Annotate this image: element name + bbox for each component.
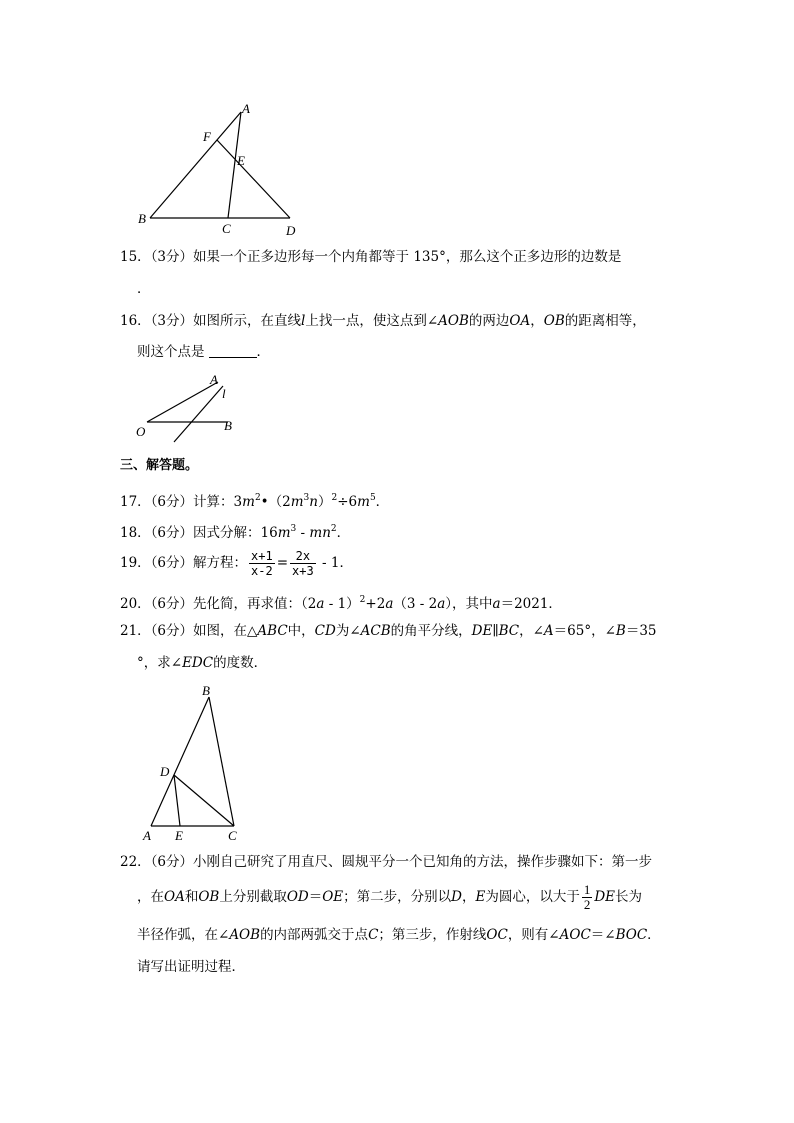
question-text: 为∠ bbox=[335, 623, 361, 639]
question-text: 的角平分线， bbox=[390, 623, 472, 639]
question-text: ． bbox=[647, 927, 661, 943]
math-var: CD bbox=[314, 623, 336, 639]
question-text: 小刚自己研究了用直尺、圆规平分一个已知角的方法，操作步骤如下：第一步 bbox=[193, 854, 653, 870]
math-var: AOC bbox=[559, 927, 591, 943]
question-text: ＝35 bbox=[625, 623, 657, 639]
question-15 bbox=[120, 247, 621, 267]
question-text: ＝65°，∠ bbox=[553, 623, 616, 639]
question-16 bbox=[120, 311, 646, 331]
question-text: 解方程： bbox=[193, 555, 248, 571]
math-var: m bbox=[277, 525, 291, 541]
question-text: 的度数． bbox=[213, 655, 268, 671]
math-var: ACB bbox=[360, 623, 391, 639]
question-text: ． bbox=[137, 281, 151, 297]
math-var: OB bbox=[543, 313, 565, 329]
question-score: （6分） bbox=[150, 854, 194, 870]
question-21-line2 bbox=[137, 653, 267, 673]
question-text: °，求∠ bbox=[137, 655, 183, 671]
math-exp: 2 bbox=[254, 493, 261, 503]
question-text: 中， bbox=[287, 623, 315, 639]
question-text: 如图所示，在直线 bbox=[193, 313, 302, 329]
math-var: a bbox=[492, 596, 501, 612]
label-D: D bbox=[160, 764, 170, 779]
question-score: （6分） bbox=[150, 494, 194, 510]
question-text: 为圆心，以大于 bbox=[485, 889, 580, 905]
denominator: x+3 bbox=[292, 564, 314, 578]
math-exp: 2 bbox=[330, 524, 337, 534]
denominator: 2 bbox=[583, 897, 591, 912]
math: - bbox=[296, 525, 310, 541]
math-exp: 2 bbox=[331, 493, 338, 503]
question-number: 19． bbox=[120, 555, 151, 571]
math: ＝2021． bbox=[500, 596, 562, 612]
math-var: OA bbox=[164, 889, 185, 905]
section-heading: 三、解答题。 bbox=[120, 458, 199, 473]
question-score: （6分） bbox=[150, 623, 194, 639]
question-22-line2 bbox=[137, 882, 642, 912]
math: 16 bbox=[260, 525, 278, 541]
question-text: ， bbox=[530, 313, 544, 329]
math-var: OD bbox=[286, 889, 309, 905]
question-text: 上找一点，使这点到∠ bbox=[305, 313, 439, 329]
question-text: ，在 bbox=[137, 889, 164, 905]
math: 3 bbox=[233, 494, 243, 510]
numerator: 1 bbox=[583, 882, 591, 897]
question-text: 则这个点是 bbox=[137, 344, 205, 360]
math-var: m bbox=[357, 494, 370, 510]
question-text: ；第三步，作射线 bbox=[378, 927, 487, 943]
question-number: 18． bbox=[120, 525, 151, 541]
label-A: A bbox=[143, 828, 151, 843]
question-score: （6分） bbox=[150, 555, 194, 571]
math: +2 bbox=[365, 596, 386, 612]
question-19 bbox=[120, 548, 353, 578]
label-O: O bbox=[136, 424, 146, 439]
question-22 bbox=[120, 852, 652, 872]
question-score: （3分） bbox=[150, 313, 194, 329]
math-var: m bbox=[290, 494, 304, 510]
answer-blank bbox=[209, 345, 257, 358]
question-text: 因式分解： bbox=[193, 525, 261, 541]
numerator: 2x bbox=[290, 549, 316, 564]
math: - 1． bbox=[317, 555, 353, 571]
math-var: m bbox=[242, 494, 255, 510]
question-text: 如图，在△ bbox=[193, 623, 258, 639]
figure-triangle-abc bbox=[135, 680, 255, 845]
fraction-half bbox=[582, 883, 593, 912]
math: ） bbox=[317, 494, 332, 510]
question-score: （6分） bbox=[150, 525, 194, 541]
math: （3 - 2 bbox=[393, 596, 438, 612]
math-exp: 3 bbox=[303, 493, 310, 503]
math-var: C bbox=[368, 927, 379, 943]
question-text: 的距离相等， bbox=[564, 313, 646, 329]
math-var: DE bbox=[594, 889, 616, 905]
label-E: E bbox=[175, 828, 183, 843]
math: ． bbox=[336, 525, 351, 541]
math-var: BC bbox=[498, 623, 520, 639]
question-number: 20． bbox=[120, 596, 151, 612]
math-var: E bbox=[475, 889, 486, 905]
label-F: F bbox=[203, 129, 211, 144]
math-var: OC bbox=[486, 927, 508, 943]
label-B: B bbox=[202, 683, 210, 698]
question-21 bbox=[120, 621, 657, 641]
math-var: DE bbox=[471, 623, 493, 639]
math-var: a bbox=[437, 596, 446, 612]
fraction-right bbox=[290, 549, 316, 578]
math-var: BOC bbox=[615, 927, 648, 943]
question-text: ），其中 bbox=[445, 596, 493, 612]
question-22-line4 bbox=[137, 957, 245, 977]
math-exp: 5 bbox=[369, 493, 376, 503]
question-18 bbox=[120, 519, 350, 543]
math-var: EDC bbox=[182, 655, 214, 671]
math: •（2 bbox=[260, 494, 291, 510]
math-var: B bbox=[615, 623, 626, 639]
question-20 bbox=[120, 590, 562, 614]
figure-triangle-bfd bbox=[130, 95, 310, 240]
question-text: 的内部两弧交于点 bbox=[260, 927, 369, 943]
math-var: AOB bbox=[438, 313, 469, 329]
math-var: A bbox=[543, 623, 554, 639]
label-C: C bbox=[228, 828, 237, 843]
question-text: 如果一个正多边形每一个内角都等于 135°，那么这个正多边形的边数是 bbox=[193, 249, 622, 265]
question-17 bbox=[120, 488, 389, 512]
math-exp: 3 bbox=[290, 524, 297, 534]
question-16-line2 bbox=[137, 342, 270, 362]
question-text: 半径作弧，在∠ bbox=[137, 927, 230, 943]
math-var: a bbox=[316, 596, 325, 612]
question-text: 计算： bbox=[193, 494, 234, 510]
label-A: A bbox=[242, 101, 250, 116]
question-text: ， bbox=[462, 889, 476, 905]
label-l: l bbox=[222, 386, 226, 401]
math: - 1） bbox=[324, 596, 360, 612]
question-text: 的两边 bbox=[468, 313, 510, 329]
question-number: 21． bbox=[120, 623, 151, 639]
numerator: x+1 bbox=[251, 549, 273, 563]
math-var: n bbox=[309, 494, 318, 510]
math: ． bbox=[375, 494, 390, 510]
math-var: OA bbox=[509, 313, 531, 329]
math-var: OE bbox=[322, 889, 344, 905]
math-var: D bbox=[451, 889, 462, 905]
question-15-line2 bbox=[137, 279, 151, 299]
question-text: ∥ bbox=[492, 623, 499, 639]
question-number: 15． bbox=[120, 249, 151, 265]
question-score: （6分） bbox=[150, 596, 194, 612]
question-number: 16． bbox=[120, 313, 151, 329]
question-text: 上分别截取 bbox=[219, 889, 287, 905]
question-number: 22． bbox=[120, 854, 151, 870]
question-text: ，则有∠ bbox=[507, 927, 560, 943]
denominator: x-2 bbox=[251, 564, 273, 578]
question-text: 长为 bbox=[615, 889, 643, 905]
question-text: 先化简，再求值：（2 bbox=[193, 596, 317, 612]
math-var: OB bbox=[198, 889, 220, 905]
label-C: C bbox=[222, 221, 231, 236]
equals-sign: = bbox=[276, 555, 289, 571]
math-var: AOB bbox=[229, 927, 261, 943]
question-text: ． bbox=[256, 344, 270, 360]
math-var: mn bbox=[309, 525, 331, 541]
question-text: ＝∠ bbox=[590, 927, 616, 943]
label-E: E bbox=[237, 153, 245, 168]
label-B: B bbox=[138, 211, 146, 226]
math-var: l bbox=[301, 313, 306, 329]
math-var: a bbox=[385, 596, 394, 612]
question-text: 请写出证明过程． bbox=[137, 959, 245, 975]
label-B: B bbox=[224, 418, 232, 433]
math-var: ABC bbox=[257, 623, 288, 639]
question-text: ；第二步，分别以 bbox=[343, 889, 452, 905]
question-text: 和 bbox=[184, 889, 199, 905]
math-exp: 2 bbox=[359, 595, 366, 605]
label-D: D bbox=[286, 223, 296, 238]
question-text: ，∠ bbox=[519, 623, 544, 639]
fraction-left bbox=[249, 549, 275, 578]
question-text: ＝ bbox=[308, 889, 323, 905]
figure-angle-aob bbox=[130, 370, 250, 445]
math: ÷6 bbox=[337, 494, 358, 510]
question-22-line3 bbox=[137, 925, 661, 945]
label-A: A bbox=[210, 372, 218, 387]
question-number: 17． bbox=[120, 494, 151, 510]
question-score: （3分） bbox=[150, 249, 194, 265]
